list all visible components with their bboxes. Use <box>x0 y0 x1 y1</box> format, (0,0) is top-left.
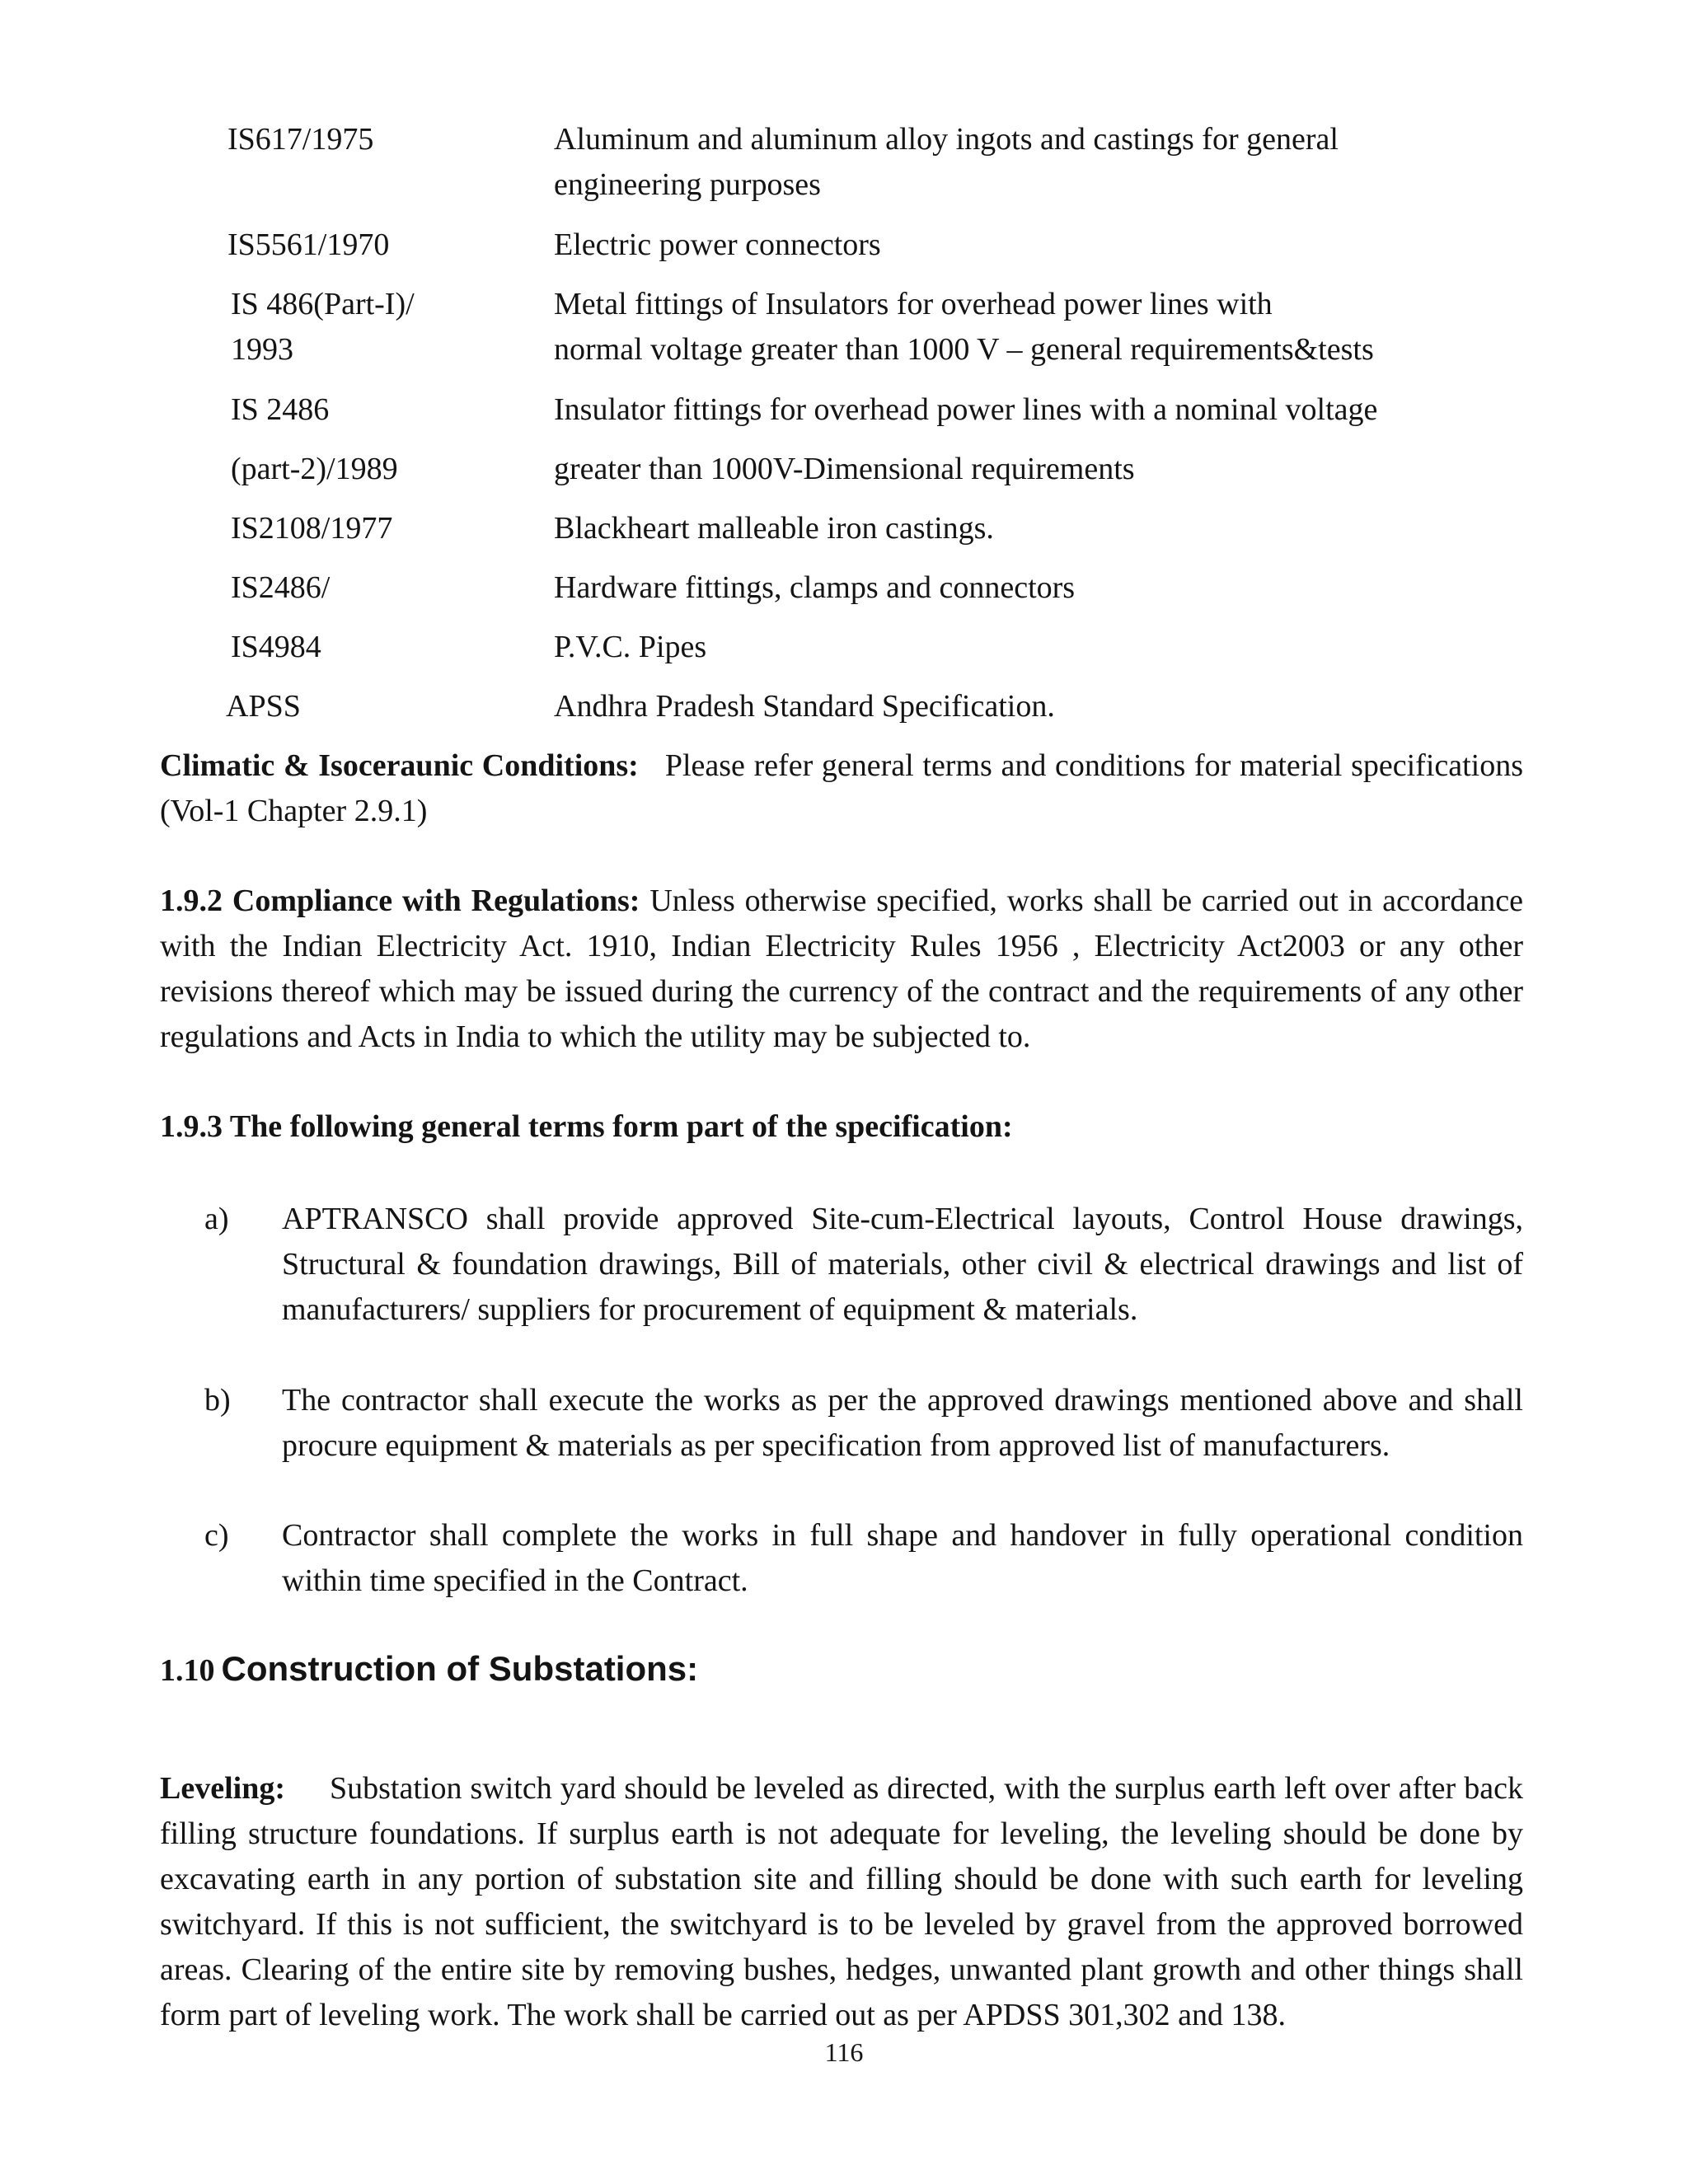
leveling-label: Leveling: <box>160 1771 285 1806</box>
standard-description-line: Aluminum and aluminum alloy ingots and castings for general <box>554 122 1339 157</box>
standard-code <box>231 447 398 492</box>
standard-description-line: greater than 1000V-Dimensional requirements <box>554 452 1135 486</box>
list-item-label: b) <box>204 1383 231 1418</box>
standard-description <box>554 223 1461 268</box>
standard-description-line: Electric power connectors <box>554 227 881 262</box>
standard-description-line: normal voltage greater than 1000 V – general requirements&tests <box>554 332 1374 367</box>
standard-code-line: (part-2)/1989 <box>231 452 398 486</box>
standard-description-line: Hardware fittings, clamps and connectors <box>554 570 1076 605</box>
section-title: Construction of Substations: <box>221 1649 699 1688</box>
climatic-conditions-text: Please refer general terms and conditions for material specifications (Vol-1 Chapter 2.9.1) <box>160 748 1524 828</box>
list-item-text: Contractor shall complete the works in full shape and handover in fully operational condition within time specified in the Contract. <box>282 1518 1523 1598</box>
page-number: 116 <box>824 2037 864 2067</box>
standard-description <box>554 447 1461 492</box>
list-item-text: The contractor shall execute the works as per the approved drawings mentioned above and shall procure equipment & materials as per specification from approved list of manufacturers. <box>282 1383 1523 1463</box>
list-item-label: a) <box>204 1202 229 1236</box>
compliance-text: Unless otherwise specified, works shall be carried out in accordance with the Indian Electricity Act. 1910, Indian Electricity Rules 1956 , Electricity Act2003 or any other revisions thereof which may be issued during the currency of the contract and the requirements of any other regulations and Acts in India to which the utility may be subjected to. <box>160 883 1523 1054</box>
standard-description-line: Metal fittings of Insulators for overhead power lines with <box>554 287 1273 321</box>
list-item-label: c) <box>204 1518 229 1553</box>
standard-code <box>231 387 329 433</box>
section-number: 1.10 <box>160 1653 215 1688</box>
standard-code-line: APSS <box>226 689 301 724</box>
standard-code <box>226 684 301 729</box>
standard-description-line: Andhra Pradesh Standard Specification. <box>554 689 1055 724</box>
standard-description <box>554 387 1461 433</box>
standard-description <box>554 684 1461 729</box>
general-terms-heading: 1.9.3 The following general terms form part of the specification: <box>160 1109 1013 1144</box>
leveling-text: Substation switch yard should be leveled as directed, with the surplus earth left over after back filling structure foundations. If surplus earth is not adequate for leveling, the leveling should be done by excavating earth in any portion of substation site and filling should be done with such earth for leveling switchyard. If this is not sufficient, the switchyard is to be leveled by gravel from the approved borrowed areas. Clearing of the entire site by removing bushes, hedges, unwanted plant growth and other things shall form part of leveling work. The work shall be carried out as per APDSS 301,302 and 138. <box>160 1771 1523 2032</box>
climatic-conditions-label: Climatic & Isoceraunic Conditions: <box>160 748 639 783</box>
standard-code <box>227 117 373 162</box>
climatic-conditions-paragraph <box>160 743 1523 834</box>
standard-code-line: IS617/1975 <box>227 122 374 157</box>
compliance-label: 1.9.2 Compliance with Regulations: <box>160 883 640 918</box>
standard-description <box>554 506 1461 551</box>
standard-code-line: IS2486/ <box>231 570 331 605</box>
standard-code <box>227 223 389 268</box>
standard-description <box>554 282 1461 373</box>
standard-code <box>231 282 415 373</box>
standard-description-line: P.V.C. Pipes <box>554 630 707 664</box>
leveling-paragraph <box>160 1766 1523 2038</box>
standard-description <box>554 117 1461 208</box>
standard-code-line: IS 2486 <box>231 392 330 427</box>
standard-code-line: 1993 <box>231 332 293 367</box>
standard-description-line: Blackheart malleable iron castings. <box>554 511 994 546</box>
standard-code <box>231 506 392 551</box>
compliance-paragraph <box>160 879 1523 1060</box>
standard-code <box>231 625 321 670</box>
standard-description-line: Insulator fittings for overhead power lines with a nominal voltage <box>554 392 1378 427</box>
standard-description-line: engineering purposes <box>554 167 821 202</box>
list-item-text: APTRANSCO shall provide approved Site-cum-Electrical layouts, Control House drawings, Structural & foundation drawings, Bill of materials, other civil & electrical drawings and list of manufacturers/ suppliers for procurement of equipment & materials. <box>282 1202 1523 1327</box>
standard-code-line: IS 486(Part-I)/ <box>231 287 415 321</box>
standard-description <box>554 625 1461 670</box>
standard-description <box>554 565 1461 611</box>
standard-code-line: IS4984 <box>231 630 321 664</box>
standard-code-line: IS5561/1970 <box>227 227 390 262</box>
standard-code <box>231 565 330 611</box>
section-heading <box>160 1649 698 1689</box>
standard-code-line: IS2108/1977 <box>231 511 393 546</box>
